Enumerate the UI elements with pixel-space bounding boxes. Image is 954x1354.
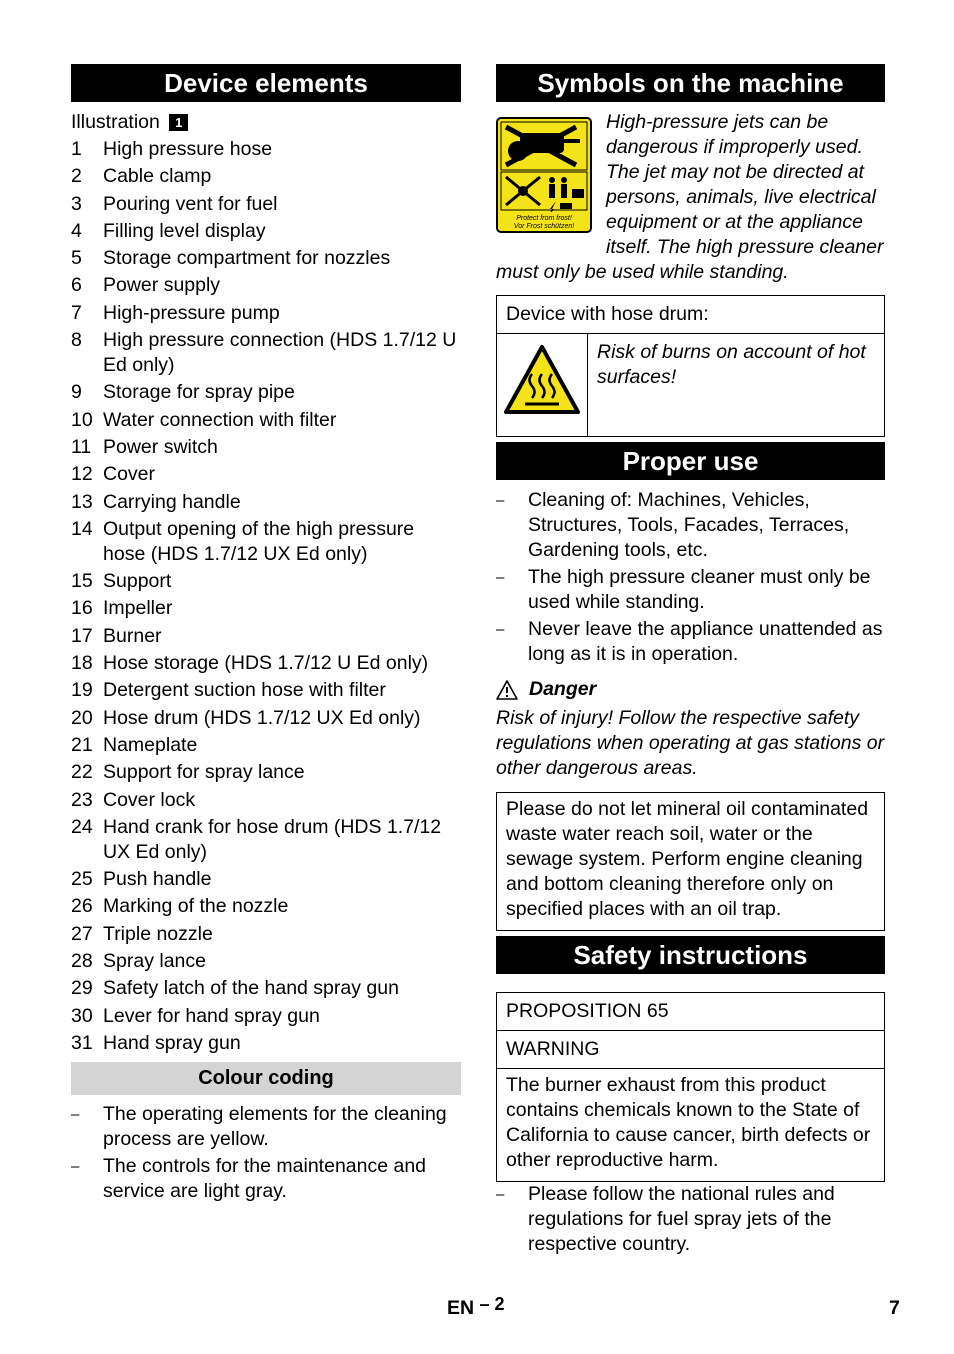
- item-number: 31: [71, 1031, 93, 1054]
- item-text: Filling level display: [103, 219, 266, 242]
- right-column: [496, 64, 885, 1259]
- dash-bullet: –: [496, 569, 505, 586]
- list-item: [71, 301, 461, 326]
- list-item: [71, 328, 461, 378]
- hot-surface-cell: [497, 334, 588, 437]
- list-item: [71, 1154, 461, 1204]
- warning-label: WARNING: [497, 1031, 885, 1069]
- item-number: 11: [71, 435, 92, 458]
- list-item: [71, 137, 461, 162]
- item-text: Detergent suction hose with filter: [103, 679, 386, 702]
- item-text: Cover lock: [103, 788, 196, 811]
- footer-language: [447, 1294, 505, 1320]
- item-text: Spray lance: [103, 950, 206, 973]
- item-number: 25: [71, 868, 93, 891]
- item-text: The operating elements for the cleaning process are yellow.: [103, 1102, 447, 1150]
- list-item: [71, 624, 461, 649]
- list-item: [71, 408, 461, 433]
- item-number: 20: [71, 706, 93, 729]
- item-text: Pouring vent for fuel: [103, 192, 278, 215]
- item-text: Support: [103, 570, 172, 593]
- item-number: 22: [71, 761, 93, 784]
- item-text: The high pressure cleaner must only be used while standing.: [528, 566, 871, 613]
- proposition-65-label: PROPOSITION 65: [497, 993, 885, 1031]
- dash-bullet: –: [496, 492, 505, 509]
- item-text: High pressure connection (HDS 1.7/12 U Ed only): [103, 329, 457, 377]
- device-elements-heading: Device elements: [71, 64, 461, 102]
- list-item: [71, 1102, 461, 1152]
- list-item: [71, 596, 461, 621]
- proper-use-list: [496, 488, 885, 667]
- list-item: [71, 1004, 461, 1029]
- list-item: [71, 678, 461, 703]
- list-item: [71, 164, 461, 189]
- footer-subpage: – 2: [479, 1294, 505, 1314]
- item-text: The controls for the maintenance and service are light gray.: [103, 1154, 427, 1202]
- proper-use-heading: Proper use: [496, 442, 885, 480]
- item-number: 9: [71, 381, 82, 404]
- dash-bullet: –: [71, 1157, 80, 1175]
- list-item: [71, 815, 461, 865]
- item-number: 26: [71, 895, 93, 918]
- list-item: [496, 488, 885, 563]
- item-text: Hand spray gun: [103, 1031, 241, 1054]
- item-text: Safety latch of the hand spray gun: [103, 977, 399, 1000]
- danger-label: Danger: [529, 678, 597, 700]
- item-number: 4: [71, 219, 82, 242]
- item-text: Cover: [103, 463, 156, 486]
- item-number: 14: [71, 517, 93, 540]
- danger-text: Risk of injury! Follow the respective safety regulations when operating at gas stations or other dangerous areas.: [496, 707, 885, 779]
- list-item: [71, 192, 461, 217]
- item-text: Power supply: [103, 274, 221, 297]
- illustration-label: Illustration: [71, 111, 160, 133]
- hot-surface-warning-icon: [503, 344, 581, 416]
- list-item: [71, 569, 461, 594]
- item-number: 8: [71, 329, 82, 352]
- symbols-text: High-pressure jets can be dangerous if improperly used. The jet may not be directed at persons, animals, live electrical equipment or at the appliance itself. The high pressure cleaner must only be used while standing.: [496, 111, 884, 283]
- item-text: Storage compartment for nozzles: [103, 247, 391, 270]
- list-item: [71, 922, 461, 947]
- list-item: [71, 894, 461, 919]
- item-number: 18: [71, 652, 93, 675]
- list-item: [71, 867, 461, 892]
- item-number: 12: [71, 463, 93, 486]
- item-text: Impeller: [103, 597, 173, 620]
- warning-text: The burner exhaust from this product contains chemicals known to the State of California to cause cancer, birth defects or other reproductive harm.: [497, 1069, 885, 1182]
- item-text: High-pressure pump: [103, 301, 280, 324]
- safety-list: [496, 1182, 885, 1257]
- item-text: Carrying handle: [103, 490, 241, 513]
- item-number: 28: [71, 950, 93, 973]
- proposition-65-table: [496, 992, 885, 1182]
- list-item: [71, 273, 461, 298]
- danger-title: [496, 677, 885, 702]
- symbols-description: [496, 110, 885, 285]
- item-text: Nameplate: [103, 733, 198, 756]
- colour-coding-list: [71, 1102, 461, 1204]
- item-number: 30: [71, 1004, 93, 1027]
- item-text: Support for spray lance: [103, 761, 305, 784]
- item-text: Power switch: [103, 435, 218, 458]
- item-number: 29: [71, 977, 93, 1000]
- list-item: [71, 246, 461, 271]
- oil-notice-box: [496, 792, 885, 931]
- list-item: [496, 1182, 885, 1257]
- item-number: 15: [71, 570, 93, 593]
- item-text: Push handle: [103, 868, 212, 891]
- item-number: 6: [71, 274, 82, 297]
- list-item: [71, 219, 461, 244]
- item-text: Storage for spray pipe: [103, 381, 295, 404]
- item-text: Output opening of the high pressure hose (HDS 1.7/12 UX Ed only): [103, 517, 415, 565]
- list-item: [496, 617, 885, 667]
- item-number: 17: [71, 624, 93, 647]
- item-number: 16: [71, 597, 93, 620]
- item-text: Please follow the national rules and regulations for fuel spray jets of the respective country.: [528, 1183, 835, 1255]
- item-text: Hose drum (HDS 1.7/12 UX Ed only): [103, 706, 421, 729]
- frost-label-de: Vor Frost schützen!: [513, 223, 575, 230]
- list-item: [71, 435, 461, 460]
- dash-bullet: –: [496, 621, 505, 638]
- item-text: Cable clamp: [103, 165, 212, 188]
- list-item: [71, 517, 461, 567]
- list-item: [71, 462, 461, 487]
- item-text: Cleaning of: Machines, Vehicles, Structures, Tools, Facades, Terraces, Gardening tools, etc.: [528, 489, 850, 561]
- symbols-heading: Symbols on the machine: [496, 64, 885, 102]
- item-number: 5: [71, 247, 82, 270]
- safety-instructions-heading: Safety instructions: [496, 936, 885, 974]
- item-text: High pressure hose: [103, 138, 273, 160]
- oil-notice-text: Please do not let mineral oil contaminated waste water reach soil, water or the sewage system. Perform engine cleaning and bottom cleaning therefore only on specified places with an oil trap.: [497, 793, 885, 931]
- hose-drum-table: [496, 295, 885, 437]
- illustration-number: 1: [169, 114, 188, 131]
- list-item: [496, 565, 885, 615]
- page-number: 7: [889, 1297, 900, 1319]
- item-number: 3: [71, 192, 82, 215]
- hose-drum-label: Device with hose drum:: [497, 296, 885, 334]
- list-item: [71, 1031, 461, 1056]
- item-number: 10: [71, 408, 93, 431]
- list-item: [71, 949, 461, 974]
- list-item: [71, 760, 461, 785]
- item-number: 1: [71, 138, 82, 160]
- item-number: 2: [71, 165, 82, 188]
- item-text: Burner: [103, 624, 162, 647]
- item-text: Triple nozzle: [103, 922, 213, 945]
- left-column: [71, 64, 461, 1206]
- frost-label-en: Protect from frost!: [516, 215, 572, 222]
- item-number: 13: [71, 490, 93, 513]
- list-item: [71, 976, 461, 1001]
- high-pressure-warning-symbol-icon: [496, 117, 592, 233]
- item-text: Never leave the appliance unattended as long as it is in operation.: [528, 618, 883, 665]
- item-number: 19: [71, 679, 93, 702]
- list-item: [71, 788, 461, 813]
- item-text: Hose storage (HDS 1.7/12 U Ed only): [103, 652, 429, 675]
- item-text: Lever for hand spray gun: [103, 1004, 320, 1027]
- illustration-reference: [71, 110, 461, 135]
- list-item: [71, 651, 461, 676]
- item-number: 21: [71, 733, 93, 756]
- item-number: 23: [71, 788, 93, 811]
- list-item: [71, 706, 461, 731]
- device-elements-list: [71, 137, 461, 1056]
- list-item: [71, 733, 461, 758]
- item-text: Hand crank for hose drum (HDS 1.7/12 UX Ed only): [103, 815, 442, 863]
- list-item: [71, 490, 461, 515]
- burn-risk-text: Risk of burns on account of hot surfaces!: [588, 334, 885, 437]
- footer-lang: EN: [447, 1297, 475, 1319]
- colour-coding-heading: Colour coding: [71, 1062, 461, 1095]
- dash-bullet: –: [496, 1186, 505, 1203]
- list-item: [71, 380, 461, 405]
- item-number: 27: [71, 922, 93, 945]
- item-text: Marking of the nozzle: [103, 895, 289, 918]
- item-number: 24: [71, 815, 93, 838]
- dash-bullet: –: [71, 1105, 80, 1123]
- item-number: 7: [71, 301, 82, 324]
- item-text: Water connection with filter: [103, 408, 337, 431]
- warning-triangle-icon: [496, 680, 518, 700]
